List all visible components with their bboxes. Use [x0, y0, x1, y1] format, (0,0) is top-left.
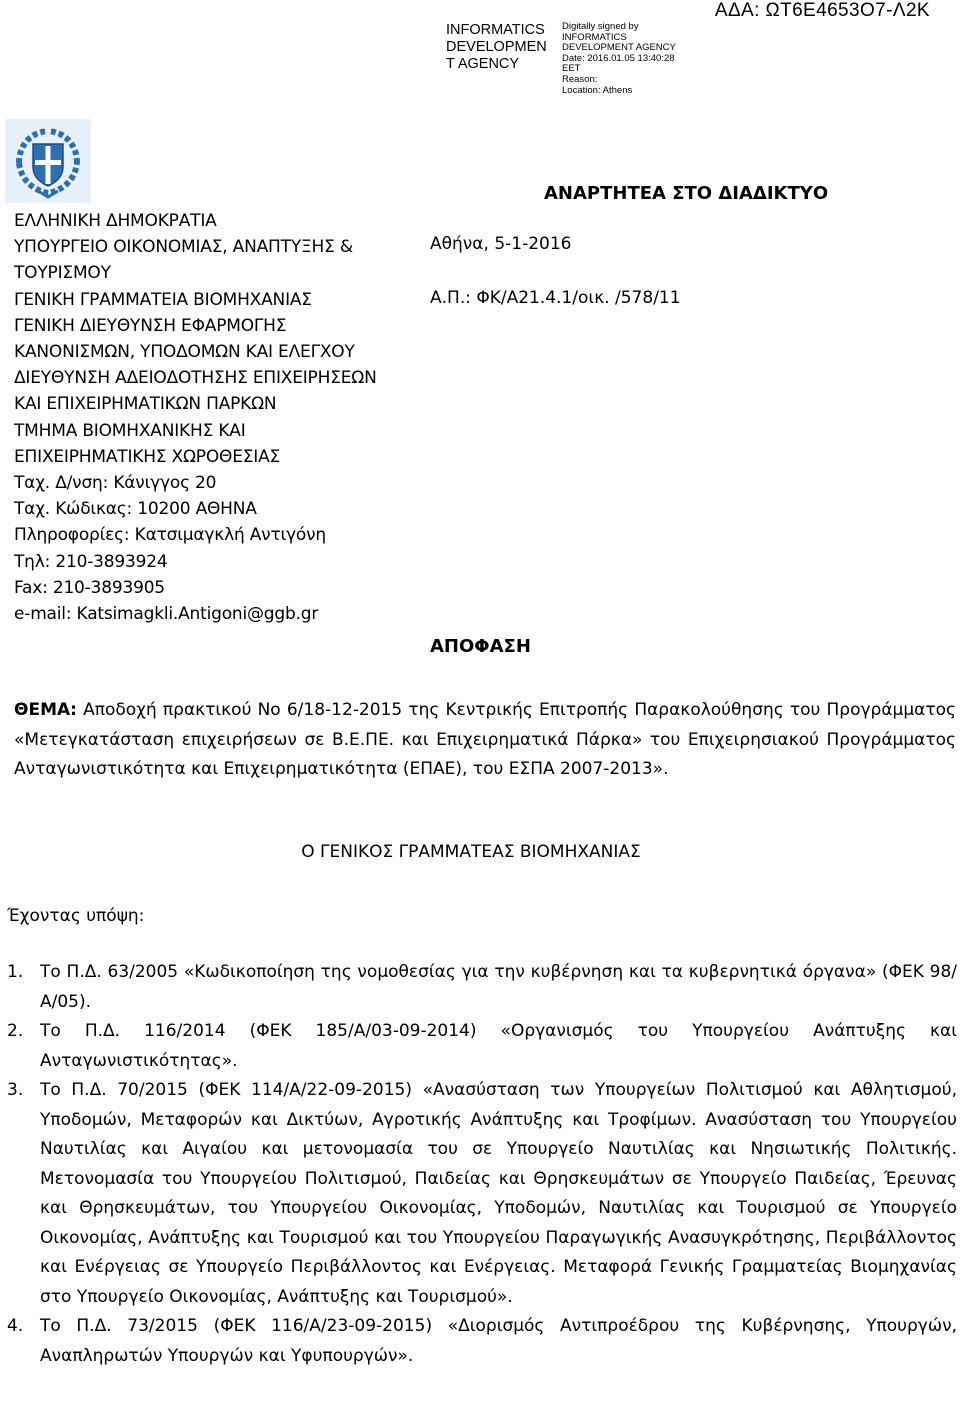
signature-detail-line: Location: Athens	[562, 84, 633, 96]
sender-line: Fax: 210-3893905	[14, 577, 165, 598]
subject-paragraph	[14, 696, 956, 785]
list-item	[7, 958, 957, 1017]
list-item	[7, 1017, 957, 1076]
sender-line: Ταχ. Κώδικας: 10200 ΑΘΗΝΑ	[14, 499, 257, 520]
considering-heading: Έχοντας υπόψη:	[7, 906, 145, 926]
signature-org-line: DEVELOPMEN	[446, 39, 547, 55]
list-item-text: Το Π.Δ. 116/2014 (ΦΕΚ 185/Α/03-09-2014) «Οργανισμός του Υπουργείου Ανάπτυξης και Ανταγωνιστικότητας».	[40, 1021, 957, 1071]
protocol-number: Α.Π.: ΦΚ/Α21.4.1/οικ. /578/11	[430, 288, 681, 308]
sender-line: ΓΕΝΙΚΗ ΔΙΕΥΘΥΝΣΗ ΕΦΑΡΜΟΓΗΣ	[14, 315, 287, 336]
document-date: Αθήνα, 5-1-2016	[430, 234, 572, 254]
sender-email: e-mail: Katsimagkli.Antigoni@ggb.gr	[14, 604, 319, 625]
signature-org-line: T AGENCY	[446, 56, 520, 72]
list-item-number: 2.	[7, 1021, 24, 1041]
greek-emblem-icon	[5, 119, 91, 203]
signature-detail-line: Digitally signed by	[562, 21, 639, 32]
list-item	[7, 1312, 957, 1371]
list-item-number: 4.	[7, 1316, 24, 1336]
ada-code: ΑΔΑ: ΩΤ6Ε4653Ο7-Λ2Κ	[714, 0, 930, 21]
sender-line: Ταχ. Δ/νση: Κάνιγγος 20	[14, 473, 217, 494]
subject-label: ΘΕΜΑ:	[14, 700, 77, 720]
signature-detail-line: EET	[562, 63, 581, 75]
sender-line: ΓΕΝΙΚΗ ΓΡΑΜΜΑΤΕΙΑ ΒΙΟΜΗΧΑΝΙΑΣ	[14, 289, 312, 310]
sender-line: ΚΑΝΟΝΙΣΜΩΝ, ΥΠΟΔΟΜΩΝ ΚΑΙ ΕΛΕΓΧΟΥ	[14, 342, 355, 363]
publish-notice: ΑΝΑΡΤΗΤΕΑ ΣΤΟ ΔΙΑΔΙΚΤΥΟ	[544, 183, 829, 204]
list-item-number: 3.	[7, 1080, 24, 1100]
list-item-text: Το Π.Δ. 73/2015 (ΦΕΚ 116/Α/23-09-2015) «Διορισμός Αντιπροέδρου της Κυβέρνησης, Υπουργών, Αναπληρωτών Υπουργών και Υφυπουργών».	[40, 1316, 957, 1366]
sender-line: ΕΛΛΗΝΙΚΗ ΔΗΜΟΚΡΑΤΙΑ	[14, 211, 217, 231]
sender-line: Τηλ: 210-3893924	[14, 551, 168, 572]
decision-title: ΑΠΟΦΑΣΗ	[430, 636, 531, 657]
list-item-number: 1.	[7, 962, 24, 982]
issuer-title-text: Ο ΓΕΝΙΚΟΣ ΓΡΑΜΜΑΤΕΑΣ ΒΙΟΜΗΧΑΝΙΑΣ	[301, 842, 641, 862]
sender-line: ΤΟΥΡΙΣΜΟΥ	[14, 263, 111, 284]
subject-text: Αποδοχή πρακτικού Νο 6/18-12-2015 της Κεντρικής Επιτροπής Παρακολούθησης του Προγράμματος «Μετεγκατάσταση επιχειρήσεων σε Β.Ε.ΠΕ. και Επιχειρηματικά Πάρκα» του Επιχειρησιακού Προγράμματος Ανταγωνιστικότητα και Επιχειρηματικότητα (ΕΠΑΕ), του ΕΣΠΑ 2007-2013».	[14, 700, 956, 779]
signature-details	[562, 22, 692, 96]
sender-line: ΔΙΕΥΘΥΝΣΗ ΑΔΕΙΟΔΟΤΗΣΗΣ ΕΠΙΧΕΙΡΗΣΕΩΝ	[14, 368, 377, 389]
signature-detail-line: INFORMATICS	[562, 31, 627, 43]
sender-block	[14, 208, 414, 627]
sender-line: ΤΜΗΜΑ ΒΙΟΜΗΧΑΝΙΚΗΣ ΚΑΙ	[14, 420, 246, 441]
signature-detail-line: Date: 2016.01.05 13:40:28	[562, 52, 675, 64]
list-item-text: Το Π.Δ. 70/2015 (ΦΕΚ 114/Α/22-09-2015) «Ανασύσταση των Υπουργείων Πολιτισμού και Αθλητισμού, Υποδομών, Μεταφορών και Δικτύων, Αγροτικής Ανάπτυξης και Τροφίμων. Ανασύσταση του Υπουργείου Ναυτιλίας και Αιγαίου και μετονομασία του σε Υπουργείο Ναυτιλίας και Νησιωτικής Πολιτικής. Μετονομασία του Υπουργείου Πολιτισμού, Παιδείας και Θρησκευμάτων σε Υπουργείο Παιδείας, Έρευνας και Θρησκευμάτων, του Υπουργείου Οικονομίας, Υποδομών, Ναυτιλίας και Τουρισμού σε Υπουργείο Οικονομίας, Ανάπτυξης και Τουρισμού και του Υπουργείου Παραγωγικής Ανασυγκρότησης, Περιβάλλοντος και Ενέργειας σε Υπουργείο Περιβάλλοντος και Ενέργειας. Μεταφορά Γενικής Γραμματείας Βιομηχανίας στο Υπουργείο Οικονομίας, Ανάπτυξης και Τουρισμού».	[40, 1080, 957, 1307]
considerations-list	[7, 958, 957, 1371]
list-item-text: Το Π.Δ. 63/2005 «Κωδικοποίηση της νομοθεσίας για την κυβέρνηση και τα κυβερνητικά όργανα» (ΦΕΚ 98/Α/05).	[40, 962, 957, 1012]
sender-line: ΚΑΙ ΕΠΙΧΕΙΡΗΜΑΤΙΚΩΝ ΠΑΡΚΩΝ	[14, 394, 277, 415]
issuer-title	[0, 842, 960, 862]
sender-line: Πληροφορίες: Κατσιμαγκλή Αντιγόνη	[14, 525, 326, 546]
signature-org-line: INFORMATICS	[446, 22, 545, 38]
list-item	[7, 1076, 957, 1312]
signature-organization	[446, 22, 566, 73]
sender-line: ΕΠΙΧΕΙΡΗΜΑΤΙΚΗΣ ΧΩΡΟΘΕΣΙΑΣ	[14, 446, 281, 467]
signature-detail-line: DEVELOPMENT AGENCY	[562, 42, 676, 54]
signature-detail-line: Reason:	[562, 73, 598, 85]
sender-line: ΥΠΟΥΡΓΕΙΟ ΟΙΚΟΝΟΜΙΑΣ, ΑΝΑΠΤΥΞΗΣ &	[14, 237, 353, 258]
